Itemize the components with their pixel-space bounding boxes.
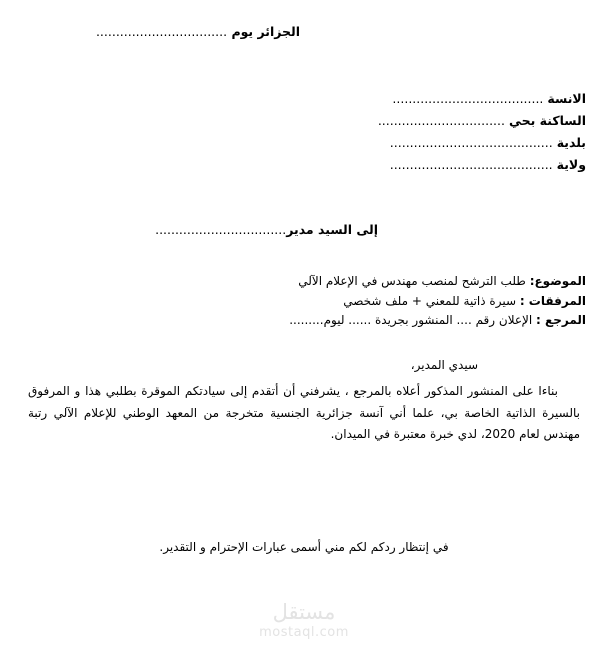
meta-row-subject [216, 272, 586, 292]
city-date-label: الجزائر يوم [231, 24, 300, 39]
attachments-label: المرفقات : [519, 293, 586, 308]
address-label-district: الساكنة بحي [508, 113, 586, 128]
address-label-name: الانسة [547, 91, 586, 106]
city-date-dots: ................................. [95, 24, 228, 39]
address-dots-name: ...................................... [392, 91, 544, 106]
reference-label: المرجع : [536, 313, 586, 327]
city-date-header [70, 24, 300, 39]
meta-row-reference [216, 311, 586, 331]
address-label-municipality: بلدية [556, 135, 586, 150]
body-text [28, 381, 580, 446]
recipient-label: إلى السيد مدير [286, 222, 378, 237]
address-dots-district: ................................ [377, 113, 505, 128]
letter-meta-block [216, 272, 586, 331]
subject-label: الموضوع: [529, 274, 586, 288]
salutation: سيدي المدير، [410, 358, 478, 372]
address-row-name [256, 88, 586, 110]
closing-line: في إنتظار ردكم لكم مني أسمى عبارات الإحترام و التقدير. [159, 540, 449, 554]
address-dots-municipality: ......................................... [389, 135, 553, 150]
watermark [0, 600, 608, 641]
attachments-value: سيرة ذاتية للمعني + ملف شخصي [343, 293, 516, 308]
reference-value: الإعلان رقم .... المنشور بجريدة ...... ليوم......... [289, 313, 533, 327]
watermark-arabic: مستقل [272, 600, 336, 624]
address-dots-province: ......................................... [389, 157, 553, 172]
watermark-latin: mostaql.com [259, 625, 349, 640]
address-row-province [256, 154, 586, 176]
address-row-district [256, 110, 586, 132]
subject-value: طلب الترشح لمنصب مهندس في الإعلام الآلي [298, 274, 526, 288]
recipient-line [88, 222, 378, 237]
meta-row-attachments [216, 292, 586, 312]
recipient-dots: ................................. [155, 222, 287, 237]
address-row-municipality [256, 132, 586, 154]
body-paragraph: بناءا على المنشور المذكور أعلاه بالمرجع ، يشرفني أن أتقدم إلى سيادتكم الموقرة بطلبي هذا و المرفوق بالسيرة الذاتية الخاصة بي، علما أني آنسة جزائرية الجنسية متخرجة من المعهد الوطني للإعلام الآلي رتبة مهندس لعام 2020، لدي خبرة معتبرة في الميدان. [28, 384, 580, 441]
sender-address-block [256, 88, 586, 176]
address-label-province: ولاية [556, 157, 586, 172]
